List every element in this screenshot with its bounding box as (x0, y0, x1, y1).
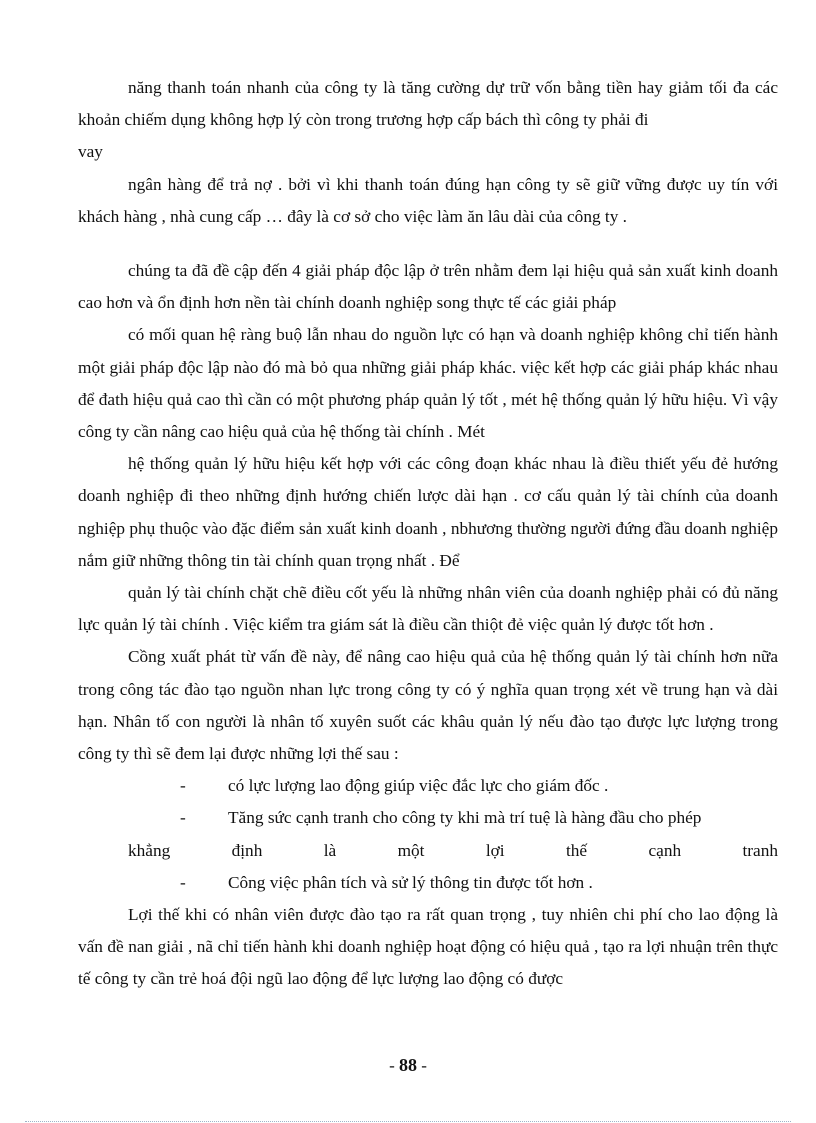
list-item-text: có lực lượng lao động giúp việc đắc lực cho giám đốc . (228, 776, 609, 796)
list-item-text: Tăng sức cạnh tranh cho công ty khi mà trí tuệ là hàng đầu cho phép (228, 808, 702, 828)
bullet-dash: - (180, 776, 186, 796)
paragraph-four-solutions: chúng ta đã đề cập đến 4 giải pháp độc lập ở trên nhằm đem lại hiệu quả sản xuất kinh doanh cao hơn và ổn định hơn nền tài chính doanh nghiệp song thực tế các giải pháp (78, 261, 778, 313)
benefits-list (78, 770, 778, 899)
paragraph-spacer (78, 233, 778, 255)
paragraph-training-benefits: Lợi thế khi có nhân viên được đào tạo ra rất quan trọng , tuy nhiên chi phí cho lao động là vấn đề nan giải , nã chỉ tiến hành khi doanh nghiệp hoạt động có hiệu quả , tạo ra lợi nhuận trên thực tế công ty cần trẻ hoá đội ngũ lao động để lực lượng lao động có được (78, 905, 778, 989)
paragraph-management-system: hệ thống quản lý hữu hiệu kết hợp với các công đoạn khác nhau là điều thiết yếu đẻ hướng doanh nghiệp đi theo những định hướng chiến lược dài hạn . cơ cấu quản lý tài chính của doanh nghiệp phụ thuộc vào đặc điểm sản xuất kinh doanh , nbhương thường người đứng đầu doanh nghiệp nắm giữ những thông tin tài chính quan trọng nhất . Để (78, 454, 778, 570)
list-item (78, 770, 778, 802)
paragraph-human-resources: Cồng xuất phát từ vấn đề này, để nâng cao hiệu quả của hệ thống quản lý tài chính hơn nữa trong công tác đào tạo nguồn nhan lực trong công ty có ý nghĩa quan trọng xét về trung hạn và dài hạn. Nhân tố con người là nhân tố xuyên suốt các khâu quản lý nếu đào tạo được lực lượng trong công ty thì sẽ đem lại được những lợi thế sau : (78, 647, 778, 764)
page-number-suffix: - (417, 1056, 427, 1075)
paragraph-liquidity: năng thanh toán nhanh của công ty là tăng cường dự trữ vốn bằng tiền hay giảm tối đa các khoản chiếm dụng không hợp lý còn trong trương hợp cấp bách thì công ty phải đi (78, 78, 778, 130)
page-body (78, 72, 778, 996)
list-item (78, 867, 778, 899)
page-bottom-divider (25, 1121, 791, 1122)
paragraph-liquidity-continued: vay (78, 142, 103, 162)
paragraph-bank-loan: ngân hàng để trả nợ . bởi vì khi thanh toán đúng hạn công ty sẽ giữ vững được uy tín với khách hàng , nhà cung cấp … đây là cơ sở cho việc làm ăn lâu dài của công ty . (78, 174, 778, 226)
list-item (78, 802, 778, 834)
bullet-dash: - (180, 808, 186, 828)
page-number (0, 1055, 816, 1076)
page-number-prefix: - (389, 1056, 399, 1075)
paragraph-solutions-relationship: có mối quan hệ ràng buộ lẫn nhau do nguồn lực có hạn và doanh nghiệp không chỉ tiến hành một giải pháp độc lập nào đó mà bỏ qua những giải pháp khác. việc kết hợp các giải pháp khác nhau để đath hiệu quả cao thì cần có một phương pháp quản lý tốt , mét hệ thống quản lý hữu hiệu. Vì vậy công ty cần nâng cao hiệu quả của hệ thống tài chính . Mét (78, 325, 778, 442)
page-number-value: 88 (399, 1055, 417, 1075)
bullet-dash: - (180, 872, 186, 892)
paragraph-financial-control: quản lý tài chính chặt chẽ điều cốt yếu là những nhân viên của doanh nghiệp phải có đủ năng lực quản lý tài chính . Việc kiểm tra giám sát là điều cần thiột đẻ việc quản lý được tốt hơn . (78, 583, 778, 635)
list-item-continuation: khẳng định là một lợi thế cạnh tranh (128, 840, 778, 860)
list-item-text: Công việc phân tích và sử lý thông tin được tốt hơn . (228, 872, 593, 892)
